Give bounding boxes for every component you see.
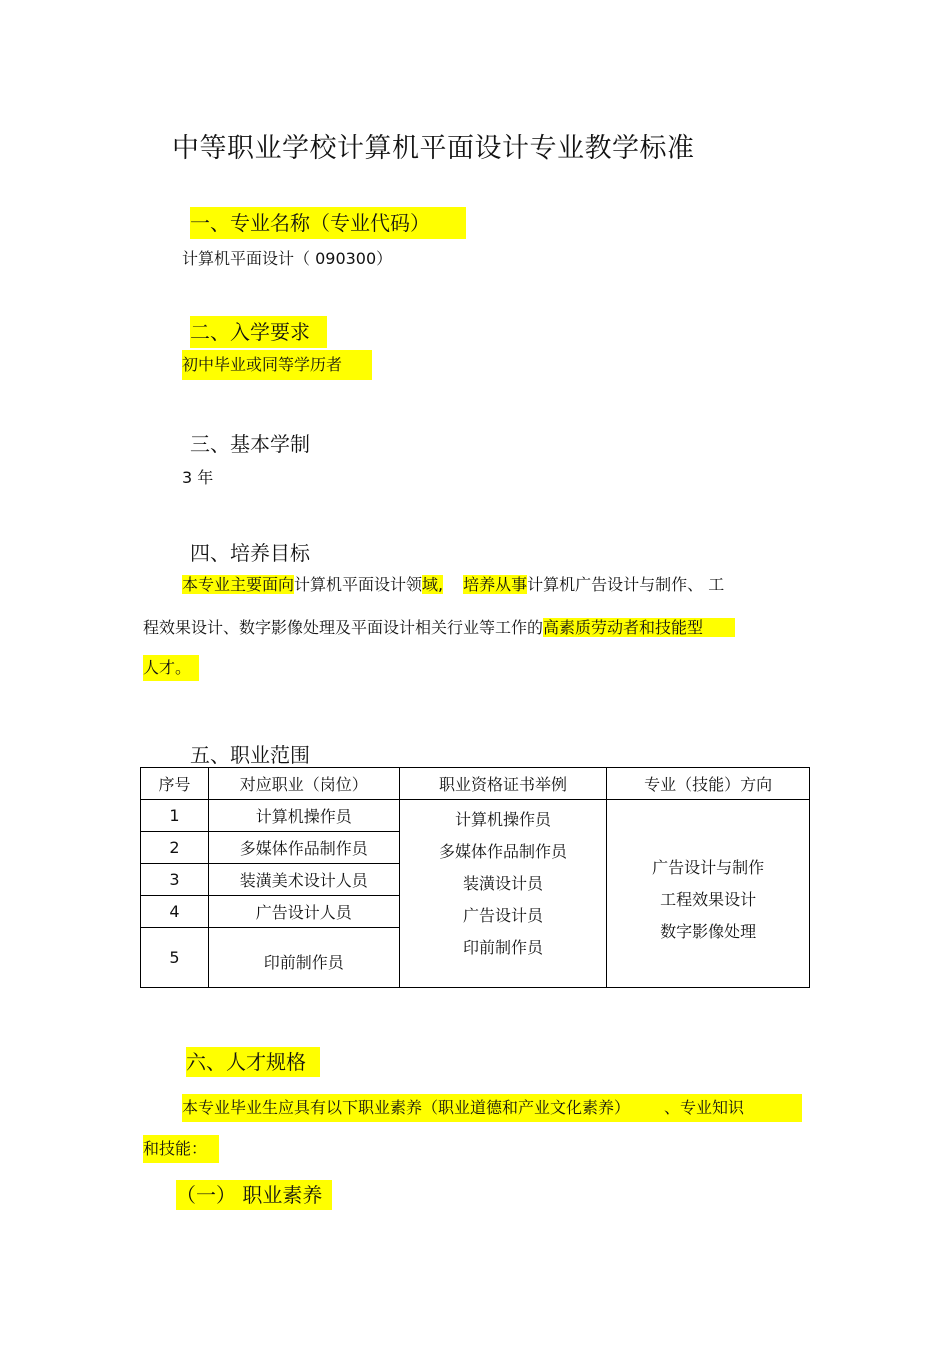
section-6-line-1: 本专业毕业生应具有以下职业素养（职业道德和产业文化素养） 、专业知识 — [182, 1094, 802, 1122]
direction-item: 广告设计与制作 — [652, 858, 765, 877]
section-2-heading: 二、入学要求 — [190, 316, 327, 348]
section-1-body: 计算机平面设计（ 090300） — [182, 249, 393, 268]
certificates-cell — [399, 800, 607, 988]
direction-item: 数字影像处理 — [660, 922, 757, 941]
page-title: 中等职业学校计算机平面设计专业教学标准 — [172, 133, 695, 164]
section-3-heading: 三、基本学制 — [190, 432, 310, 456]
row-number: 3 — [141, 864, 209, 896]
certificate-item: 广告设计员 — [462, 906, 543, 925]
directions-cell — [607, 800, 810, 988]
section-4-heading: 四、培养目标 — [190, 541, 310, 565]
row-job: 装潢美术设计人员 — [208, 864, 399, 896]
row-job: 印前制作员 — [208, 928, 399, 988]
section-6-heading: 六、人才规格 — [186, 1047, 320, 1077]
section-4-line-3: 人才。 — [143, 655, 199, 681]
table-header-row — [141, 768, 810, 800]
row-job: 计算机操作员 — [208, 800, 399, 832]
row-number: 4 — [141, 896, 209, 928]
row-job: 多媒体作品制作员 — [208, 832, 399, 864]
section-3-body: 3 年 — [182, 468, 214, 487]
row-number: 1 — [141, 800, 209, 832]
section-4-line-2: 程效果设计、数字影像处理及平面设计相关行业等工作的高素质劳动者和技能型 — [143, 615, 735, 641]
row-job: 广告设计人员 — [208, 896, 399, 928]
section-2-body: 初中毕业或同等学历者 — [182, 350, 372, 380]
occupation-table — [140, 767, 810, 988]
direction-item: 工程效果设计 — [660, 890, 757, 909]
section-4-line-1: 本专业主要面向计算机平面设计领域, 培养从事计算机广告设计与制作、 工 — [182, 575, 725, 594]
table-row — [141, 800, 810, 832]
table-header-cell: 专业（技能）方向 — [607, 768, 810, 800]
section-1-heading: 一、专业名称（专业代码） — [190, 207, 466, 239]
section-5-heading: 五、职业范围 — [190, 743, 310, 767]
certificate-item: 印前制作员 — [462, 938, 543, 957]
table-header-cell: 对应职业（岗位） — [208, 768, 399, 800]
certificate-item: 计算机操作员 — [454, 810, 551, 829]
section-6-line-2: 和技能： — [143, 1135, 219, 1163]
certificate-item: 多媒体作品制作员 — [438, 842, 567, 861]
row-number: 5 — [141, 928, 209, 988]
row-number: 2 — [141, 832, 209, 864]
certificate-item: 装潢设计员 — [462, 874, 543, 893]
table-header-cell: 序号 — [141, 768, 209, 800]
table-header-cell: 职业资格证书举例 — [399, 768, 607, 800]
section-6-subheading: （一） 职业素养 — [176, 1180, 332, 1210]
